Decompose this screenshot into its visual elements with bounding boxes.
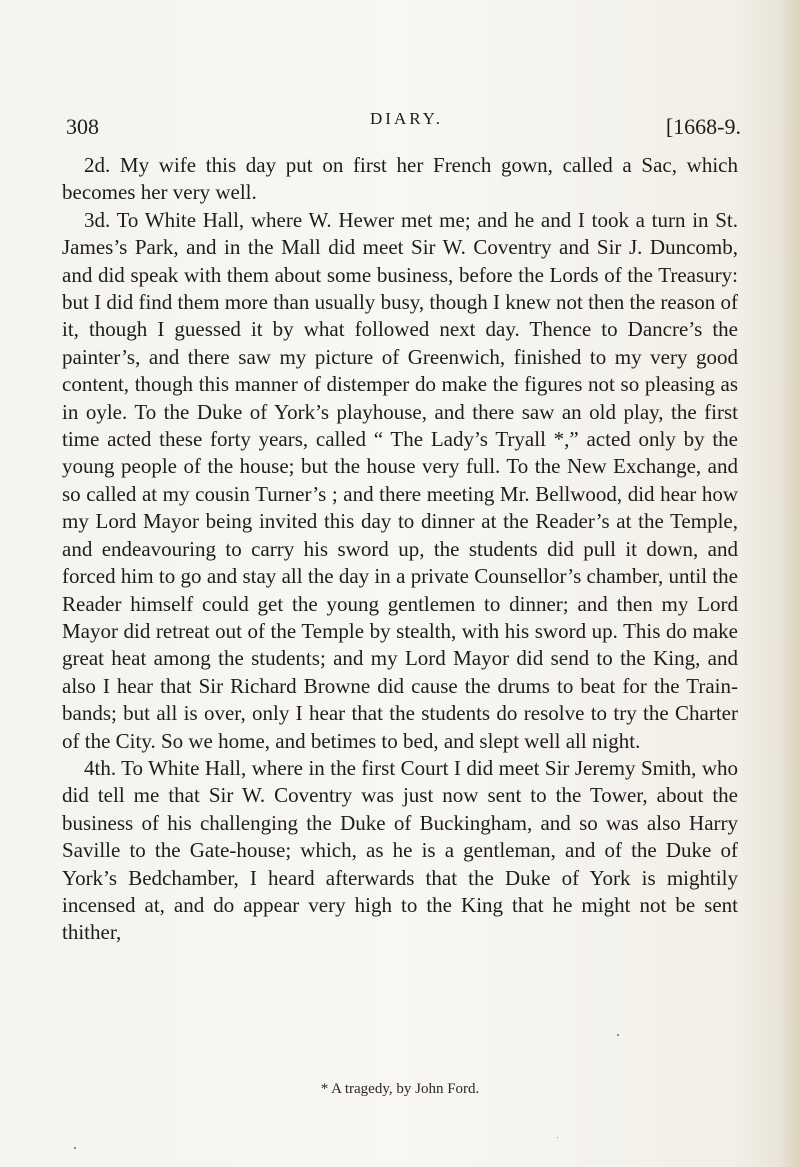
print-speck xyxy=(74,1147,76,1149)
paragraph-3d: 3d. To White Hall, where W. Hewer met me; and he and I took a turn in St. James’s Park, and in the Mall did meet Sir W. Coventry and Sir J. Duncomb, and did speak with them about some business, before the Lords of the Treasury: but I did find them more than usually busy, though I knew not then the reason of it, though I guessed it by what followed next day. Thence to Dancre’s the painter’s, and there saw my picture of Greenwich, finished to my very good content, though this manner of distemper do make the figures not so pleasing as in oyle. To the Duke of York’s playhouse, and there saw an old play, the first time acted these forty years, called “ The Lady’s Tryall *,” acted only by the young people of the house; but the house very full. To the New Exchange, and so called at my cousin Turner’s ; and there meeting Mr. Bellwood, did hear how my Lord Mayor being invited this day to dinner at the Reader’s at the Temple, and endeavouring to carry his sword up, the students did pull it down, and forced him to go and stay all the day in a private Counsellor’s chamber, until the Reader himself could get the young gentlemen to dinner; and then my Lord Mayor did retreat out of the Temple by stealth, with his sword up. This do make great heat among the students; and my Lord Mayor did send to the King, and also I hear that Sir Richard Browne did cause the drums to beat for the Train-bands; but all is over, only I hear that the students do resolve to try the Charter of the City. So we home, and betimes to bed, and slept well all night. xyxy=(62,207,738,753)
running-head: DIARY. xyxy=(370,109,443,128)
page-edge-shadow xyxy=(780,0,800,1167)
print-speck xyxy=(557,1137,558,1138)
year-range: [1668-9. xyxy=(665,114,741,139)
footnote: * A tragedy, by John Ford. xyxy=(320,1081,480,1097)
print-speck xyxy=(617,1034,619,1036)
page-number: 308 xyxy=(66,114,99,139)
diary-text xyxy=(62,152,738,947)
paragraph-2d: 2d. My wife this day put on first her French gown, called a Sac, which becomes her very well. xyxy=(62,153,738,205)
page-header xyxy=(66,109,741,144)
paragraph-4th: 4th. To White Hall, where in the first Court I did meet Sir Jeremy Smith, who did tell me that Sir W. Coventry was just now sent to the Tower, about the business of his challenging the Duke of Buckingham, and so was also Harry Saville to the Gate-house; which, as he is a gentleman, and of the Duke of York’s Bedchamber, I heard afterwards that the Duke of York is mightily incensed at, and do appear very high to the King that he might not be sent thither, xyxy=(62,755,738,945)
